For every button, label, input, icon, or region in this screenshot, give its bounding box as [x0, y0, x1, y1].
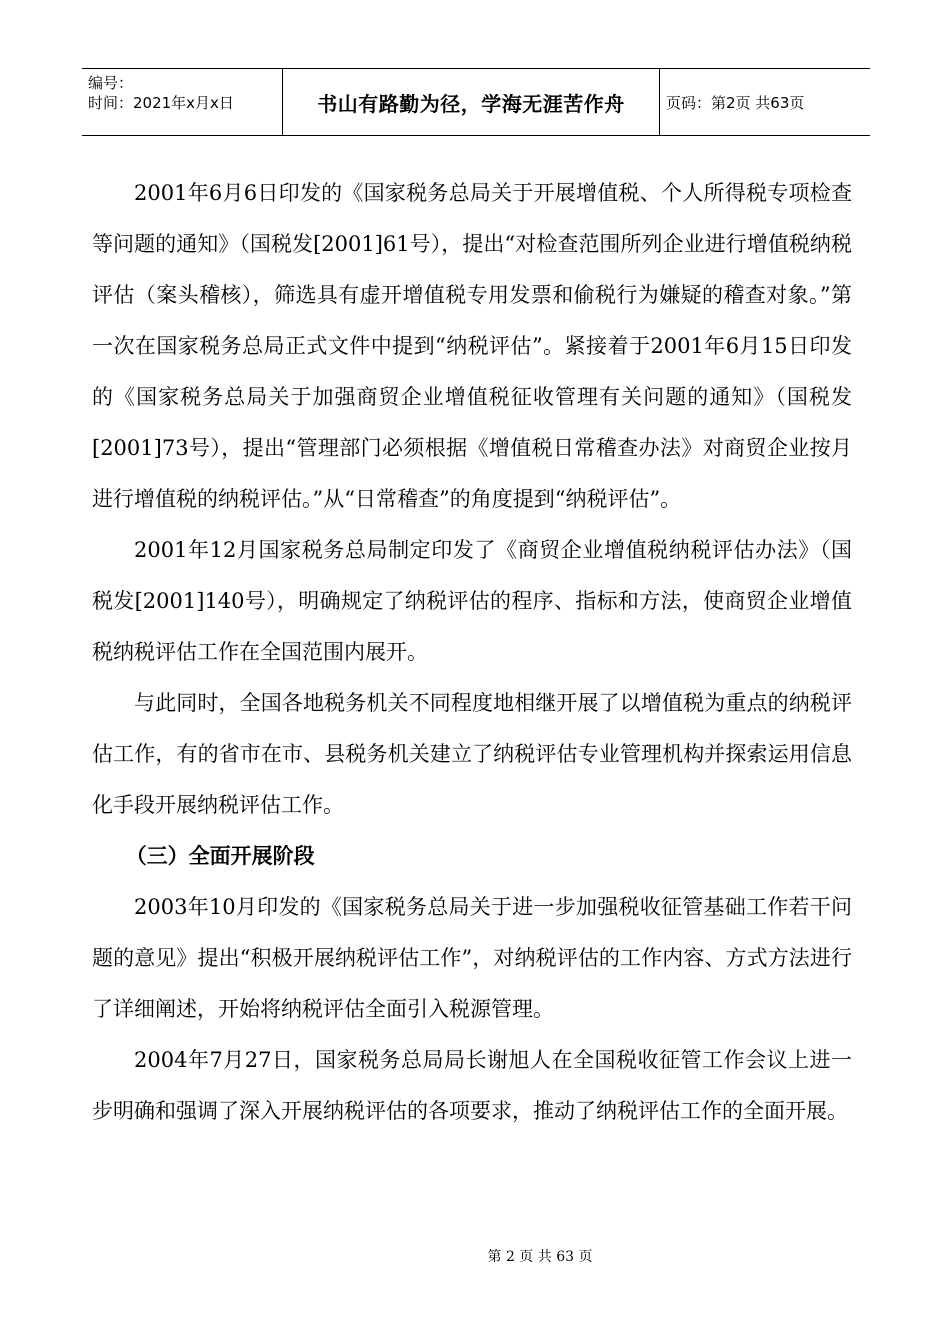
page-footer: 第 2 页 共 63 页	[487, 1249, 593, 1265]
header-page-info: 页码：第2页 共63页	[666, 93, 805, 112]
paragraph: 2004年7月27日，国家税务总局局长谢旭人在全国税收征管工作会议上进一步明确和强调了深入开展纳税评估的各项要求，推动了纳税评估工作的全面开展。	[92, 1048, 852, 1123]
paragraph: 与此同时，全国各地税务机关不同程度地相继开展了以增值税为重点的纳税评估工作，有的省市在市、县税务机关建立了纳税评估专业管理机构并探索运用信息化手段开展纳税评估工作。	[92, 691, 852, 817]
section-heading: （三）全面开展阶段	[125, 844, 315, 868]
number-label: 编号：	[88, 74, 134, 92]
paragraph: 2001年12月国家税务总局制定印发了《商贸企业增值税纳税评估办法》（国税发[2001]140号），明确规定了纳税评估的程序、指标和方法，使商贸企业增值税纳税评估工作在全国范围内展开。	[92, 538, 852, 664]
header-motto: 书山有路勤为径，学海无涯苦作舟	[283, 69, 660, 135]
paragraph: 2001年6月6日印发的《国家税务总局关于开展增值税、个人所得税专项检查等问题的通知》（国税发[2001]61号），提出“对检查范围所列企业进行增值税纳税评估（案头稽核），筛选具有虚开增值税专用发票和偷税行为嫌疑的稽查对象。”第一次在国家税务总局正式文件中提到“纳税评估”。紧接着于2001年6月15日印发的《国家税务总局关于加强商贸企业增值税征收管理有关问题的通知》（国税发[2001]73号），提出“管理部门必须根据《增值税日常稽查办法》对商贸企业按月进行增值税的纳税评估。”从“日常稽查”的角度提到“纳税评估”。	[92, 181, 852, 511]
header-meta	[82, 69, 283, 135]
date-line: 时间：2021年x月x日	[88, 94, 234, 112]
document-body	[92, 168, 852, 1137]
paragraph: 2003年10月印发的《国家税务总局关于进一步加强税收征管基础工作若干问题的意见》提出“积极开展纳税评估工作”，对纳税评估的工作内容、方式方法进行了详细阐述，开始将纳税评估全面引入税源管理。	[92, 895, 852, 1021]
page-header	[82, 68, 870, 136]
